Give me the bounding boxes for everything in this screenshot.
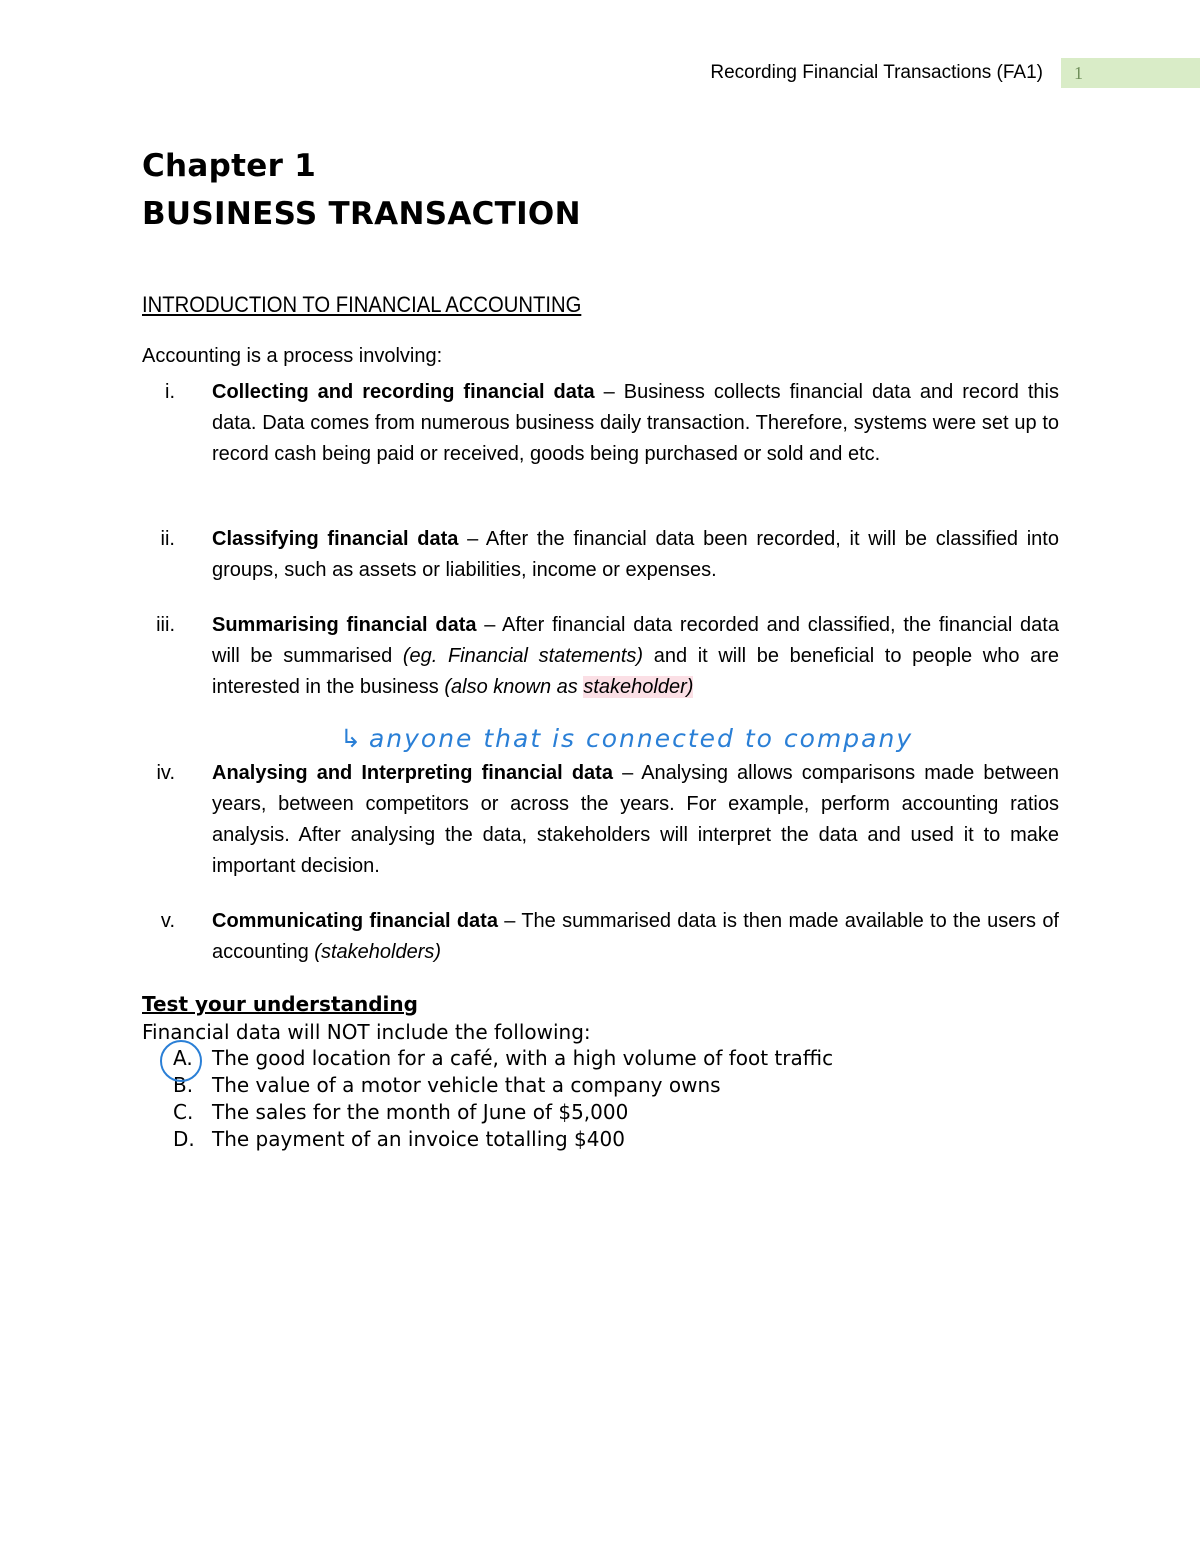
quiz-question: Financial data will NOT include the following:	[142, 1020, 591, 1044]
header-title: Recording Financial Transactions (FA1)	[710, 62, 1043, 83]
highlighted-text: stakeholder)	[583, 676, 694, 698]
section-heading: INTRODUCTION TO FINANCIAL ACCOUNTING	[142, 292, 582, 317]
list-item-text	[212, 377, 1059, 470]
list-item-bold: Classifying financial data	[212, 528, 459, 550]
list-item-text	[212, 906, 1059, 968]
list-item-italic: (stakeholders)	[314, 941, 442, 963]
quiz-heading: Test your understanding	[142, 992, 418, 1016]
list-item-bold: Summarising financial data	[212, 614, 477, 636]
option-letter: B.	[173, 1073, 194, 1097]
page-number-box	[1061, 58, 1200, 88]
option-letter: D.	[173, 1127, 195, 1151]
answer-circle-mark	[160, 1040, 202, 1082]
option-text: The sales for the month of June of $5,000	[212, 1100, 629, 1124]
page-number: 1	[1074, 63, 1083, 83]
intro-text: Accounting is a process involving:	[142, 345, 443, 367]
chapter-label: Chapter 1	[142, 148, 317, 184]
option-text: The good location for a café, with a high volume of foot traffic	[212, 1046, 834, 1070]
list-item-text	[212, 610, 1059, 703]
list-item-body: – After the financial data been recorded, it will be classified into groups, such as assets or liabilities, income or expenses.	[212, 528, 1059, 581]
list-numeral: iii.	[156, 614, 175, 636]
option-text: The value of a motor vehicle that a company owns	[212, 1073, 721, 1097]
list-item-italic: (also known as	[444, 676, 578, 698]
option-letter: A.	[173, 1046, 193, 1070]
list-item-body: – Business collects financial data and record this data. Data comes from numerous business daily transaction. Therefore, systems were set up to record cash being paid or received, goods being purchased or sold and etc.	[212, 381, 1060, 465]
list-item-body: – The summarised data is then made available to the users of accounting	[212, 910, 1059, 963]
option-text: The payment of an invoice totalling $400	[212, 1127, 625, 1151]
page-title: BUSINESS TRANSACTION	[142, 196, 581, 232]
handwritten-note	[340, 724, 913, 753]
list-item-bold: Analysing and Interpreting financial data	[212, 762, 613, 784]
list-numeral: ii.	[160, 528, 175, 550]
arrow-icon: ↳	[340, 724, 363, 753]
list-item-italic: (eg. Financial statements)	[402, 645, 644, 667]
list-item-bold: Collecting and recording financial data	[212, 381, 595, 403]
list-item-text	[212, 524, 1059, 586]
quiz-option	[0, 1100, 1200, 1127]
list-numeral: v.	[160, 910, 175, 932]
list-item-body: – Analysing allows comparisons made between years, between competitors or across the years. For example, perform accounting ratios analysis. After analysing the data, stakeholders will interpret the data and used it to make important decision.	[212, 762, 1059, 877]
list-item-bold: Communicating financial data	[212, 910, 498, 932]
option-letter: C.	[173, 1100, 194, 1124]
quiz-option	[0, 1127, 1200, 1154]
list-item-text	[212, 758, 1059, 882]
list-item-body: and it will be beneficial to people who are interested in the business	[212, 645, 1060, 698]
list-numeral: i.	[165, 381, 175, 403]
list-item-body: – After financial data recorded and classified, the financial data will be summarised	[212, 614, 1059, 667]
list-numeral: iv.	[156, 762, 175, 784]
page-header	[0, 58, 1200, 88]
handwritten-note-text: anyone that is connected to company	[368, 724, 914, 753]
